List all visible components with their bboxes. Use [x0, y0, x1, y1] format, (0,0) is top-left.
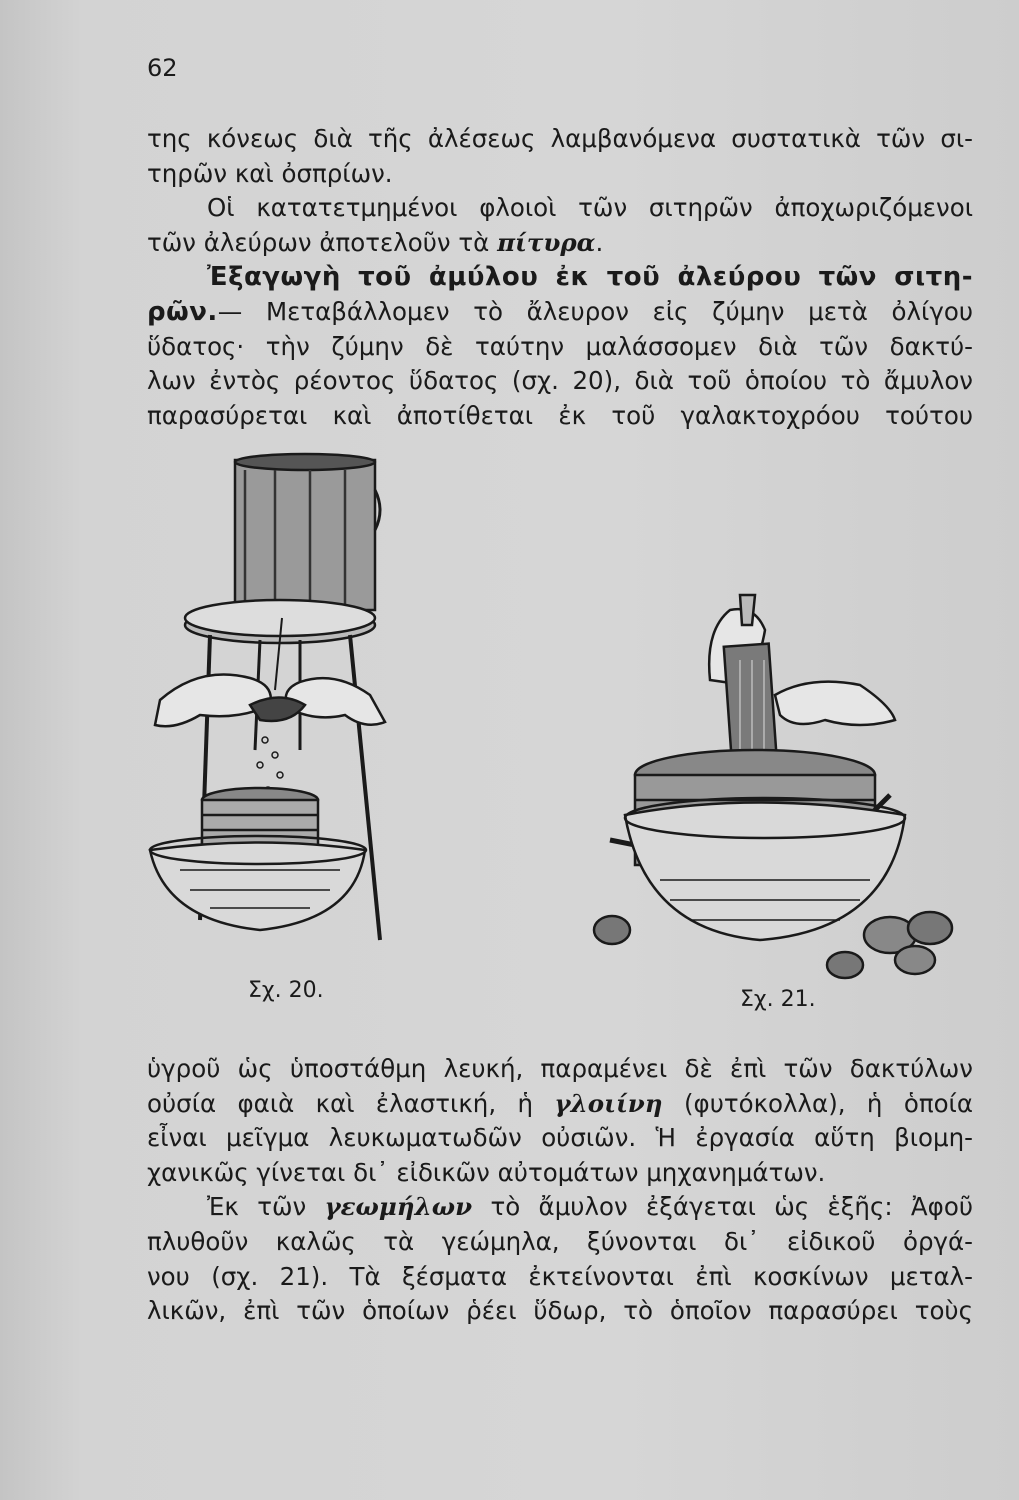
italic-term: γλοιίνη [554, 1088, 663, 1118]
italic-term: γεωμήλων [324, 1192, 473, 1222]
bottom-text-block [147, 1052, 973, 1329]
figure-20-illustration [140, 450, 400, 970]
text-line: Ἐκ τῶν γεωμήλων τὸ ἄμυλον ἐξάγεται ὡς ἑξῆς: Ἀφοῦ [207, 1192, 974, 1222]
figure-20-caption: Σχ. 20. [248, 978, 324, 1003]
figure-21-caption: Σχ. 21. [740, 987, 816, 1012]
text-line: τῶν ἀλεύρων ἀποτελοῦν τὰ πίτυρα. [147, 227, 604, 257]
page-number: 62 [147, 54, 178, 82]
text-line: της κόνεως διὰ τῆς ἀλέσεως λαμβανόμενα συστατικὰ τῶν σι- [147, 124, 973, 153]
text-line: ὕδατος· τὴν ζύμην δὲ ταύτην μαλάσσομεν διὰ τῶν δακτύ- [147, 331, 973, 361]
text-line: ρῶν.— Μεταβάλλομεν τὸ ἄλευρον εἰς ζύμην μετὰ ὀλίγου [147, 296, 973, 327]
text-line: λικῶν, ἐπὶ τῶν ὁποίων ῥέει ὕδωρ, τὸ ὁποῖον παρασύρει τοὺς [147, 1296, 973, 1326]
text-line: ὑγροῦ ὡς ὑποστάθμη λευκή, παραμένει δὲ ἐπὶ τῶν δακτύλων [147, 1054, 973, 1083]
figure-21-illustration [590, 590, 960, 990]
text-line: χανικῶς γίνεται δι᾽ εἰδικῶν αὐτομάτων μηχανημάτων. [147, 1157, 826, 1187]
text-line: τηρῶν καὶ ὀσπρίων. [147, 158, 393, 188]
text-line: λων ἐντὸς ρέοντος ὕδατος (σχ. 20), διὰ τοῦ ὁποίου τὸ ἄμυλον [147, 366, 973, 396]
text-line: Οἱ κατατετμημένοι φλοιοὶ τῶν σιτηρῶν ἀποχωριζόμενοι [207, 193, 973, 223]
italic-term: πίτυρα [497, 227, 596, 257]
section-heading: Ἐξαγωγὴ τοῦ ἀμύλου ἐκ τοῦ ἀλεύρου τῶν σιτη- [207, 262, 973, 293]
text-line: παρασύρεται καὶ ἀποτίθεται ἐκ τοῦ γαλακτοχρόου τούτου [147, 400, 973, 430]
text-line: νου (σχ. 21). Τὰ ξέσματα ἐκτείνονται ἐπὶ κοσκίνων μεταλ- [147, 1261, 973, 1291]
text-line: οὐσία φαιὰ καὶ ἐλαστική, ἡ γλοιίνη (φυτόκολλα), ἡ ὁποία [147, 1088, 973, 1118]
text-line: πλυθοῦν καλῶς τὰ γεώμηλα, ξύνονται δι᾽ εἰδικοῦ ὀργά- [147, 1226, 973, 1256]
top-text-block [147, 122, 973, 433]
text-line: εἶναι μεῖγμα λευκωματωδῶν οὐσιῶν. Ἡ ἐργασία αὕτη βιομη- [147, 1123, 973, 1153]
section-heading-end: ρῶν. [147, 296, 218, 327]
